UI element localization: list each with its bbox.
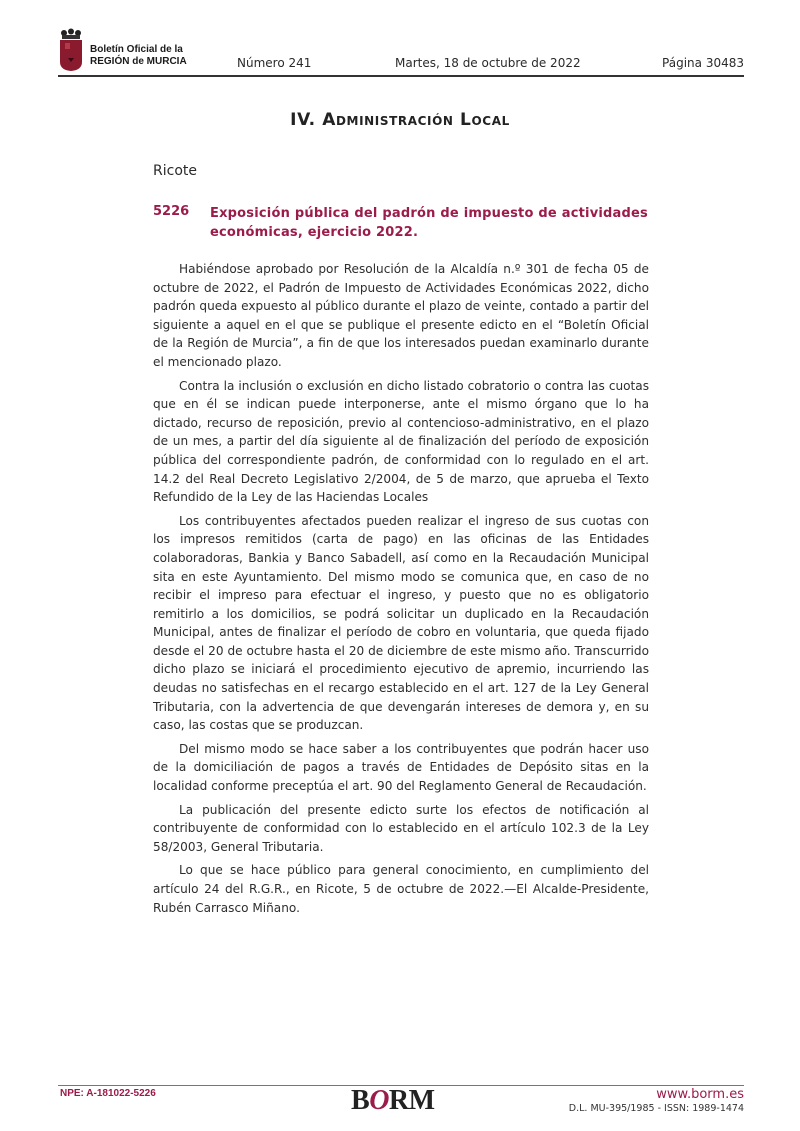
page-header: [58, 28, 744, 74]
npe-code: NPE: A-181022-5226: [60, 1088, 156, 1099]
entity-name: Ricote: [153, 163, 197, 179]
issue-number: Número 241: [237, 56, 312, 70]
page-number: Página 30483: [662, 56, 744, 70]
borm-logo: [351, 1085, 435, 1117]
legal-deposit: D.L. MU-395/1985 - ISSN: 1989-1474: [568, 1103, 744, 1114]
paragraph: Los contribuyentes afectados pueden realizar el ingreso de sus cuotas con los impresos remitidos (carta de pago) en las oficinas de las Entidades colaboradoras, Bankia y Banco Sabadell, así como en la Recaudación Municipal sita en este Ayuntamiento. Del mismo modo se comunica que, en caso de no recibir el impreso para efectuar el ingreso, y puesto que no es obligatorio remitirlo a los domicilios, se podrá solicitar un duplicado en la Recaudación Municipal, antes de finalizar el período de cobro en voluntaria, que queda fijado desde el 20 de octubre hasta el 20 de diciembre de este mismo año. Transcurrido dicho plazo se iniciará el procedimiento ejecutivo de apremio, incurriendo las deudas no satisfechas en el recargo establecido en el art. 127 de la Ley General Tributaria, con la advertencia de que devengarán intereses de demora y, en su caso, las costas que se produzcan.: [153, 513, 649, 733]
section-name: Administración Local: [322, 110, 510, 130]
paragraph: Lo que se hace público para general conocimiento, en cumplimiento del artículo 24 del R.G.R., en Ricote, 5 de octubre de 2022.—El Alcalde-Presidente, Rubén Carrasco Miñano.: [153, 863, 649, 915]
paragraph: La publicación del presente edicto surte los efectos de notificación al contribuyente de conformidad con lo establecido en el artículo 102.3 de la Ley 58/2003, General Tributaria.: [153, 802, 649, 854]
issue-date: Martes, 18 de octubre de 2022: [395, 56, 581, 70]
brand-line-1: Boletín Oficial de la: [90, 44, 183, 55]
murcia-coat-of-arms-icon: [58, 28, 84, 72]
logo-letter-o: O: [369, 1085, 389, 1116]
paragraph: Del mismo modo se hace saber a los contribuyentes que podrán hacer uso de la domiciliación de pagos a través de Entidades de Depósito sitas en la localidad conforme preceptúa el art. 90 del Reglamento General de Recaudación.: [153, 741, 649, 794]
edict-number: 5226: [153, 204, 190, 219]
brand-line-2: REGIÓN de MURCIA: [90, 56, 187, 67]
header-divider: [58, 75, 744, 77]
edict-body: [153, 260, 649, 922]
section-title: [0, 110, 800, 130]
website-link[interactable]: www.borm.es: [656, 1087, 744, 1102]
logo-letters: RM: [388, 1085, 435, 1116]
brand-name: [90, 44, 187, 68]
section-roman: IV.: [290, 110, 316, 130]
edict-title: Exposición pública del padrón de impuesto de actividades económicas, ejercicio 2022.: [210, 206, 648, 240]
logo-letter: B: [351, 1085, 370, 1116]
paragraph: Contra la inclusión o exclusión en dicho listado cobratorio o contra las cuotas que en él se indican puede interponerse, ante el mismo órgano que lo ha dictado, recurso de reposición, previo al contencioso-administrativo, en el plazo de un mes, a partir del día siguiente al de finalización del período de exposición pública del correspondiente padrón, de conformidad con lo regulado en el art. 14.2 del Real Decreto Legislativo 2/2004, de 5 de marzo, que aprueba el Texto Refundido de la Ley de las Haciendas Locales: [153, 378, 649, 505]
paragraph: Habiéndose aprobado por Resolución de la Alcaldía n.º 301 de fecha 05 de octubre de 2022, el Padrón de Impuesto de Actividades Económicas 2022, dicho padrón queda expuesto al público durante el plazo de veinte, contado a partir del siguiente a aquel en el que se publique el presente edicto en el “Boletín Oficial de la Región de Murcia”, a fin de que los interesados puedan examinarlo durante el mencionado plazo.: [153, 262, 649, 369]
